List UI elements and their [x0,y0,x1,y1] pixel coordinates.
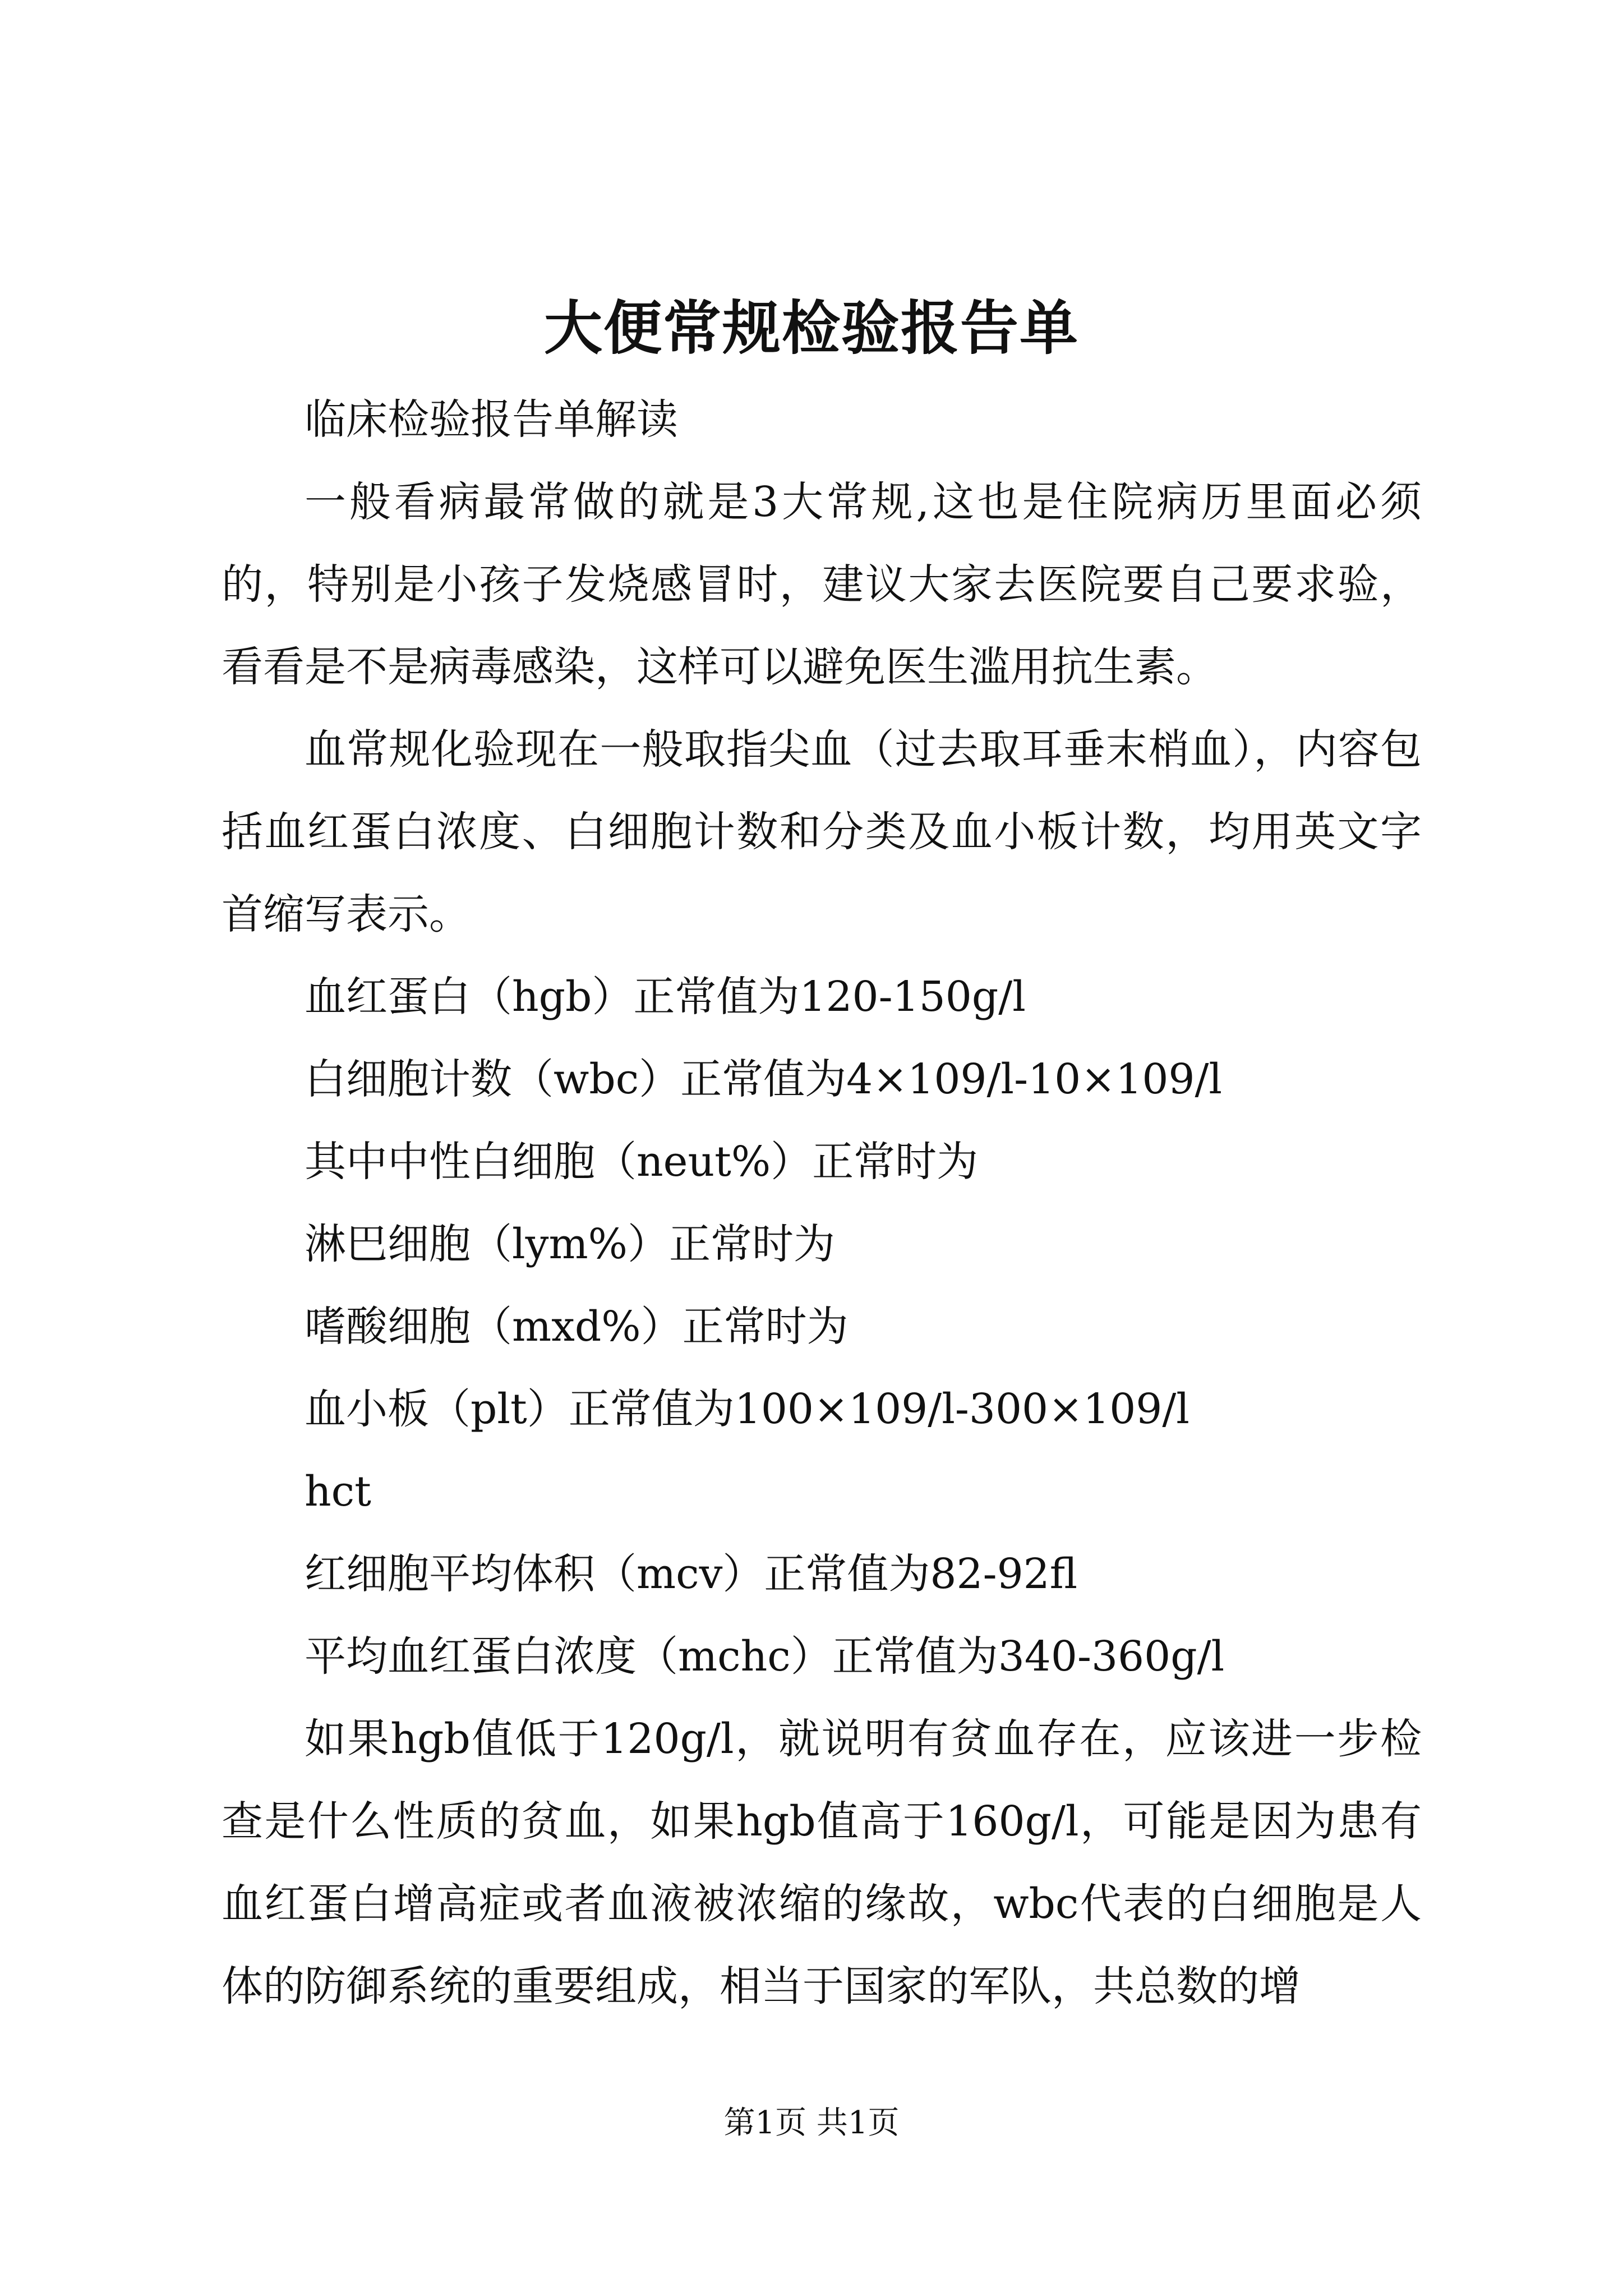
document-subtitle: 临床检验报告单解读 [305,395,678,444]
item-mxd: 嗜酸细胞（mxd%）正常时为 [305,1303,849,1351]
document-body [222,379,1422,2028]
item-hgb: 血红蛋白（hgb）正常值为120-150g/l [305,973,1026,1021]
item-mchc: 平均血红蛋白浓度（mchc）正常值为340-360g/l [305,1632,1225,1681]
item-lym: 淋巴细胞（lym%）正常时为 [305,1220,835,1268]
item-mcv: 红细胞平均体积（mcv）正常值为82-92fl [305,1550,1078,1598]
paragraph-intro: 一般看病最常做的就是3大常规,这也是住院病历里面必须的，特别是小孩子发烧感冒时，建议大家去医院要自己要求验，看看是不是病毒感染，这样可以避免医生滥用抗生素。 [222,478,1422,691]
item-hct: hct [305,1467,371,1516]
document-title: 大便常规检验报告单 [543,293,1079,362]
page-footer: 第1页 共1页 [723,2105,900,2141]
item-wbc: 白细胞计数（wbc）正常值为4×109/l-10×109/l [305,1055,1223,1103]
paragraph-blood-routine: 血常规化验现在一般取指尖血（过去取耳垂末梢血），内容包括血红蛋白浓度、白细胞计数和分类及血小板计数，均用英文字首缩写表示。 [222,725,1422,938]
paragraph-interpretation: 如果hgb值低于120g/l，就说明有贫血存在，应该进一步检查是什么性质的贫血，如果hgb值高于160g/l，可能是因为患有血红蛋白增高症或者血液被浓缩的缘故，wbc代表的白细胞是人体的防御系统的重要组成，相当于国家的军队，共总数的增 [222,1715,1422,2010]
item-neut: 其中中性白细胞（neut%）正常时为 [305,1138,979,1186]
item-plt: 血小板（plt）正常值为100×109/l-300×109/l [305,1385,1189,1433]
